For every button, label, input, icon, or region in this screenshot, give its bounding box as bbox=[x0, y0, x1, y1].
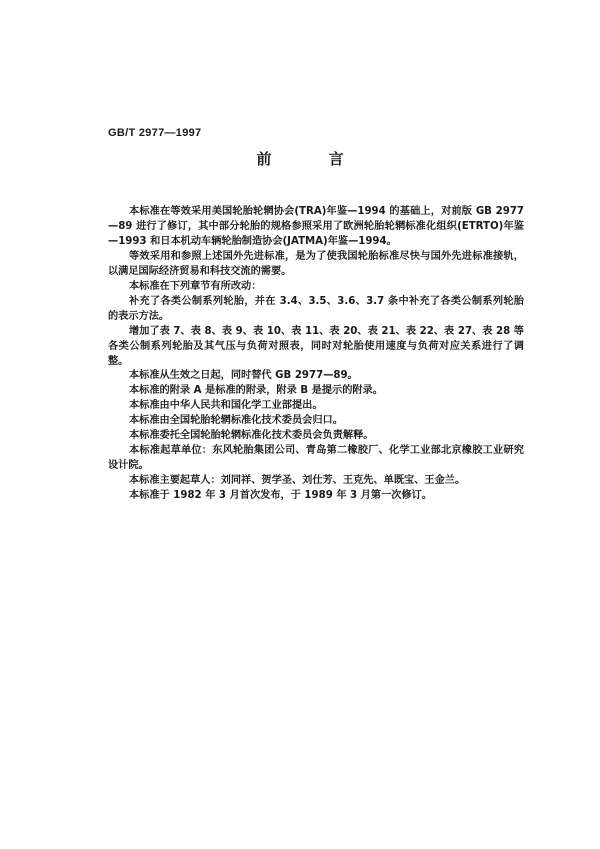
paragraph: 本标准起草单位：东风轮胎集团公司、青岛第二橡胶厂、化学工业部北京橡胶工业研究设计院。 bbox=[108, 445, 524, 472]
standard-number-header: GB/T 2977—1997 bbox=[108, 127, 202, 139]
paragraph: 本标准的附录 A 是标准的附录，附录 B 是提示的附录。 bbox=[129, 385, 383, 397]
paragraph: 本标准在下列章节有所改动： bbox=[129, 280, 262, 292]
section-title: 前 言 bbox=[256, 150, 370, 168]
foreword-body bbox=[108, 205, 524, 504]
paragraph: 本标准主要起草人：刘同祥、贺学圣、刘仕芳、王克先、单既宝、王金兰。 bbox=[129, 475, 466, 487]
paragraph: 本标准委托全国轮胎轮辋标准化技术委员会负责解释。 bbox=[129, 430, 374, 442]
paragraph: 等效采用和参照上述国外先进标准，是为了使我国轮胎标准尽快与国外先进标准接轨，以满足国际经济贸易和科技交流的需要。 bbox=[108, 250, 524, 277]
paragraph: 本标准由中华人民共和国化学工业部提出。 bbox=[129, 400, 323, 412]
paragraph: 本标准于 1982 年 3 月首次发布，于 1989 年 3 月第一次修订。 bbox=[129, 490, 433, 502]
paragraph: 增加了表 7、表 8、表 9、表 10、表 11、表 20、表 21、表 22、表 27、表 28 等各类公制系列轮胎及其气压与负荷对照表，同时对轮胎使用速度与负荷对应关系进行了调整。 bbox=[108, 325, 524, 367]
paragraph: 本标准从生效之日起，同时替代 GB 2977—89。 bbox=[129, 370, 358, 382]
paragraph: 本标准由全国轮胎轮辋标准化技术委员会归口。 bbox=[129, 415, 343, 427]
paragraph: 补充了各类公制系列轮胎，并在 3.4、3.5、3.6、3.7 条中补充了各类公制系列轮胎的表示方法。 bbox=[108, 295, 524, 322]
paragraph: 本标准在等效采用美国轮胎轮辋协会(TRA)年鉴—1994 的基础上，对前版 GB 2977—89 进行了修订，其中部分轮胎的规格参照采用了欧洲轮胎轮辋标准化组织(ETRTO)年鉴—1993 和日本机动车辆轮胎制造协会(JATMA)年鉴—1994。 bbox=[108, 206, 524, 247]
